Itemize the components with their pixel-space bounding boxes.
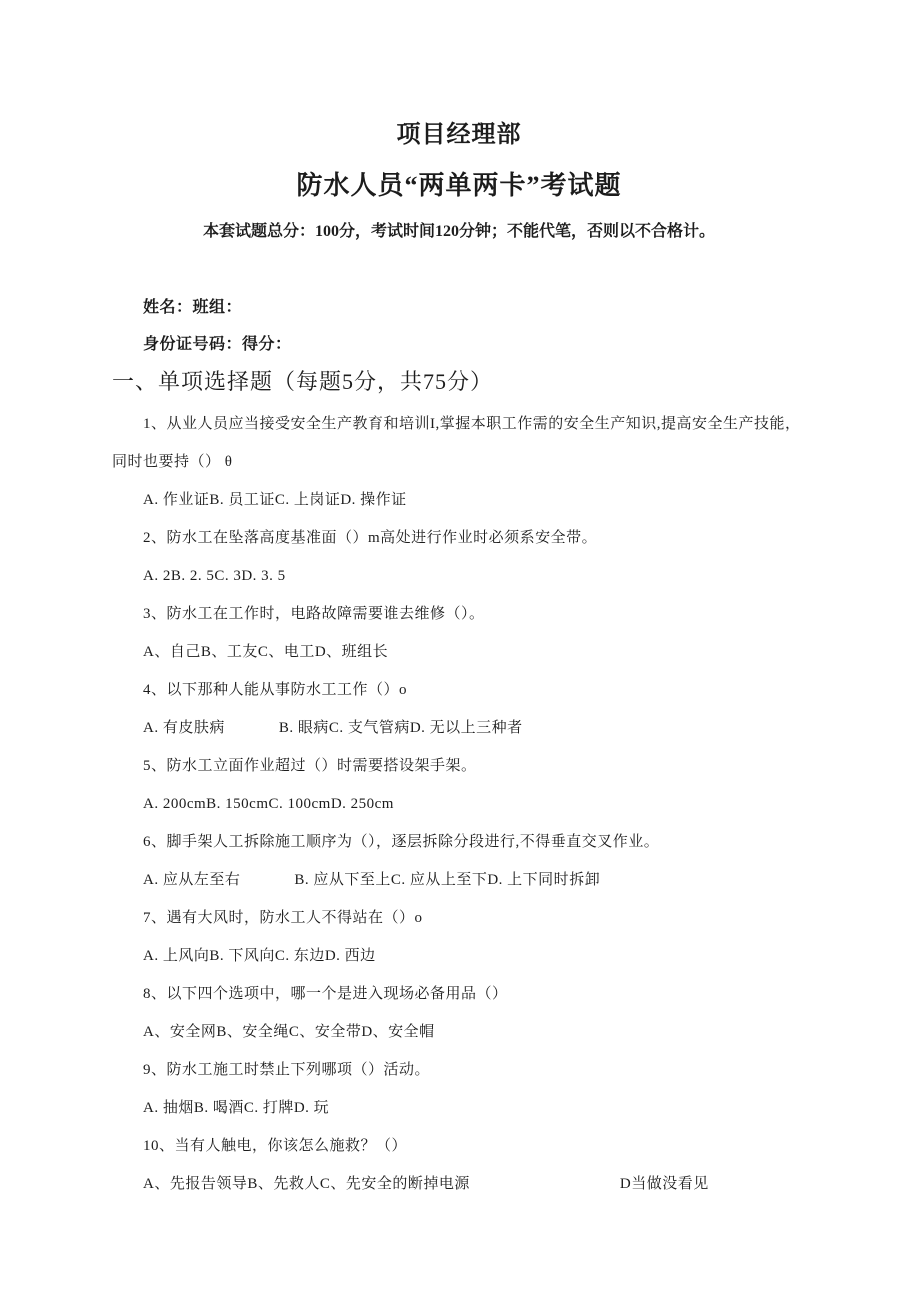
question-stem: 10、当有人触电，你该怎么施救？（） (143, 1138, 408, 1154)
question-stem: 9、防水工施工时禁止下列哪项（）活动。 (143, 1062, 431, 1078)
option-segment: A. 抽烟B. 喝酒C. 打牌D. 玩 (143, 1100, 330, 1116)
question-stem: 5、防水工立面作业超过（）时需要搭设架手架。 (143, 758, 477, 774)
question-options (112, 633, 806, 671)
option-segment: A. 200cmB. 150cmC. 100cmD. 250cm (143, 796, 394, 812)
question-options (112, 785, 806, 823)
option-segment: A. 应从左至右 (143, 872, 241, 888)
exam-notice: 本套试题总分：100分，考试时间120分钟；不能代笔，否则以不合格计。 (202, 223, 715, 240)
question-stem: 8、以下四个选项中，哪一个是进入现场必备用品（） (143, 986, 508, 1002)
option-segment: A. 上风向B. 下风向C. 东边D. 西边 (143, 948, 376, 964)
question-stem: 7、遇有大风时，防水工人不得站在（）o (143, 910, 423, 926)
question-options (112, 557, 806, 595)
name-class-field-label: 姓名：班组： (143, 299, 243, 316)
option-segment: B. 应从下至上C. 应从上至下D. 上下同时拆卸 (294, 872, 601, 888)
page-title-department: 项目经理部 (396, 122, 522, 148)
question-stem: 4、以下那种人能从事防水工工作（）o (143, 682, 408, 698)
option-segment: A. 作业证B. 员工证C. 上岗证D. 操作证 (143, 492, 407, 508)
question-options (112, 861, 806, 899)
id-score-field-label: 身份证号码：得分： (143, 336, 292, 353)
option-segment: A、先报告领导B、先救人C、先安全的断掉电源 (143, 1176, 470, 1192)
candidate-fields (112, 296, 806, 357)
option-segment: A、安全网B、安全绳C、安全带D、安全帽 (143, 1024, 435, 1040)
option-segment: A、自己B、工友C、电工D、班组长 (143, 644, 389, 660)
section-heading-single-choice: 一、单项选择题（每题5分，共75分） (112, 369, 494, 394)
question-options (112, 1013, 806, 1051)
question-stem: 3、防水工在工作时，电路故障需要谁去维修（）。 (143, 606, 485, 622)
question-stem: 6、脚手架人工拆除施工顺序为（），逐层拆除分段进行,不得垂直交叉作业。 (143, 834, 660, 850)
option-segment: A. 有皮肤病 (143, 720, 225, 736)
option-segment: D当做没看见 (619, 1176, 709, 1192)
question-options (112, 481, 806, 519)
question-stem: 2、防水工在坠落高度基准面（）m高处进行作业时必须系安全带。 (143, 530, 598, 546)
option-segment: B. 眼病C. 支气管病D. 无以上三种者 (278, 720, 523, 736)
question-stem: 1、从业人员应当接受安全生产教育和培训I,掌握本职工作需的安全生产知识,提高安全生产技能，同时也要持（） θ (112, 416, 801, 470)
question-list (112, 405, 806, 1203)
option-segment: A. 2B. 2. 5C. 3D. 3. 5 (143, 568, 286, 584)
question-options (112, 709, 806, 747)
question-options (112, 1089, 806, 1127)
page-title-exam: 防水人员“两单两卡”考试题 (296, 171, 622, 200)
question-options (112, 1165, 806, 1203)
question-options (112, 937, 806, 975)
